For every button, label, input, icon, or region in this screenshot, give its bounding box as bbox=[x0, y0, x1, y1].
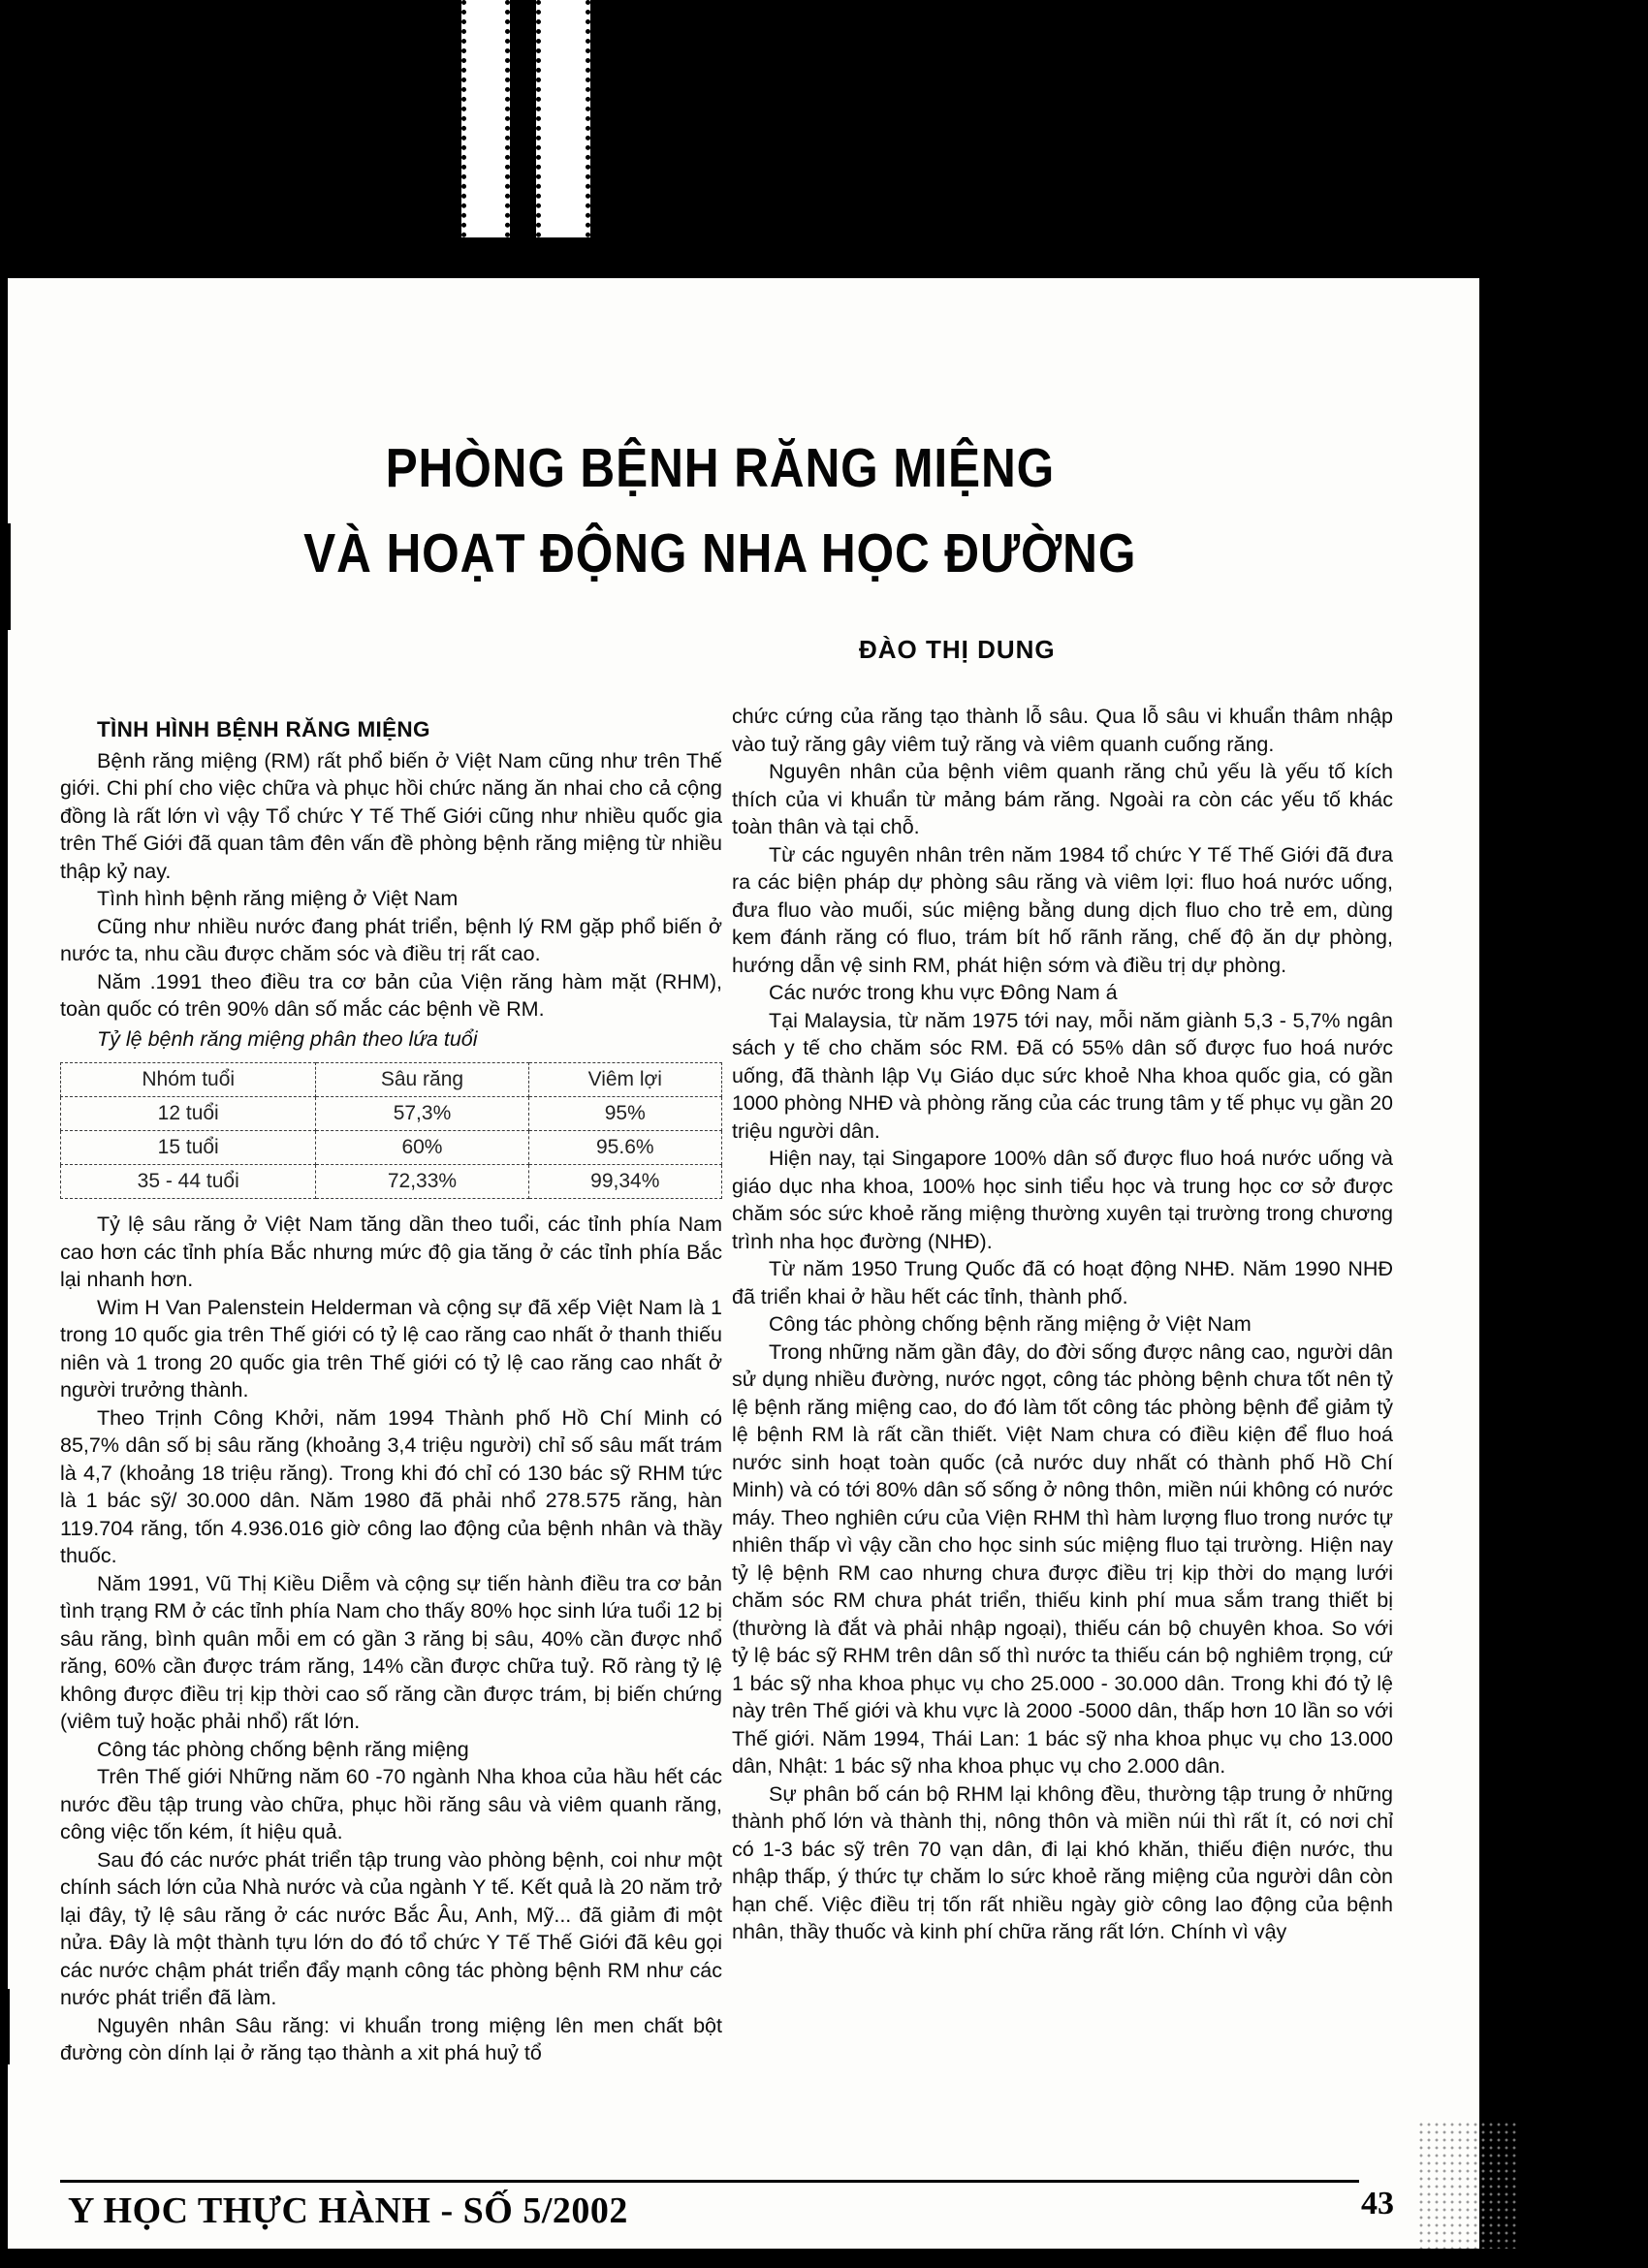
article-title bbox=[47, 425, 1394, 596]
paragraph: Năm 1991, Vũ Thị Kiều Diễm và cộng sự tiến hành điều tra cơ bản tình trạng RM ở các tỉnh phía Nam cho thấy 80% học sinh lứa tuổi 12 bị sâu răng, bình quân mỗi em có gần 3 răng bị sâu, 40% cần được nhổ răng, 60% cần được trám răng, 14% cần được chữa tuỷ. Rõ ràng tỷ lệ không được điều trị kịp thời cao số răng cần được trám, bị biến chứng (viêm tuỷ hoặc phải nhổ) rất lớn. bbox=[60, 1571, 722, 1733]
table-row bbox=[61, 1165, 722, 1199]
article-title-line1: PHÒNG BỆNH RĂNG MIỆNG bbox=[385, 437, 1056, 499]
table-row bbox=[61, 1131, 722, 1165]
paragraph: Trên Thế giới Những năm 60 -70 ngành Nha khoa của hầu hết các nước đều tập trung vào chữa, phục hồi răng sâu và viêm quanh răng, công việc tốn kém, ít hiệu quả. bbox=[60, 1765, 722, 1843]
page-number: 43 bbox=[1361, 2186, 1394, 2221]
binding-hole-strip bbox=[536, 0, 590, 237]
table-cell: 12 tuổi bbox=[61, 1097, 316, 1131]
article-page bbox=[8, 278, 1479, 2249]
left-column bbox=[60, 716, 722, 2067]
table-header-cell: Nhóm tuổi bbox=[61, 1063, 316, 1097]
paragraph: Trong những năm gần đây, do đời sống được nâng cao, người dân sử dụng nhiều đường, nước ngọt, công tác phòng bệnh chưa tốt nên tỷ lệ bệnh răng miệng cao, do đó làm tốt công tác phòng bệnh để giảm tỷ lệ bệnh RM là rất cần thiết. Việt Nam chưa có điều kiện để fluo hoá nước sinh hoạt toàn quốc (cả nước duy nhất có thành phố Hồ Chí Minh) và có tới 80% dân số sống ở nông thôn, miền núi không có nước máy. Theo nghiên cứu của Viện RHM thì hàm lượng fluo trong nước tự nhiên thấp vì vậy cần cho học sinh súc miệng fluo tại trường. Hiện nay tỷ lệ bệnh RM cao nhưng chưa được điều trị kịp thời do mạng lưới chăm sóc RM chưa phát triển, thiếu kinh phí mua sắm trang thiết bị (thường là đắt và phải nhập ngoại), thiếu cán bộ chuyên khoa. So với tỷ lệ bác sỹ RHM trên dân số thì nước ta thiếu cán bộ nghiêm trọng, cứ 1 bác sỹ nha khoa phục vụ cho 25.000 - 30.000 dân. Trong khi đó tỷ lệ này trên Thế giới và khu vực là 2000 -5000 dân, thấp hơn 10 lần so với Thế giới. Năm 1994, Thái Lan: 1 bác sỹ nha khoa phục vụ cho 13.000 dân, Nhật: 1 bác sỹ nha khoa phục vụ cho 2.000 dân. bbox=[732, 1339, 1393, 1778]
paragraph: Sự phân bố cán bộ RHM lại không đều, thường tập trung ở những thành phố lớn và thành thị, nông thôn và miền núi thì rất ít, có nơi chỉ có 1-3 bác sỹ trên 70 vạn dân, đi lại khó khăn, thiếu điện nước, thu nhập thấp, ý thức tự chăm lo sức khoẻ răng miệng của người dân còn hạn chế. Việc điều trị tốn rất nhiều ngày giờ công lao động của bệnh nhân, thầy thuốc và kinh phí chữa răng rất lớn. Chính vì vậy bbox=[732, 1781, 1393, 1943]
paragraph: Hiện nay, tại Singapore 100% dân số được fluo hoá nước uống và giáo dục nha khoa, 100% học sinh tiểu học và trung học cơ sở được chăm sóc sức khoẻ răng miệng thường xuyên tại trường trong chương trình nha học đường (NHĐ). bbox=[732, 1147, 1393, 1253]
paragraph: Cũng như nhiều nước đang phát triển, bệnh lý RM gặp phổ biến ở nước ta, nhu cầu được chăm sóc và điều trị rất cao. bbox=[60, 914, 722, 965]
paragraph: Nguyên nhân của bệnh viêm quanh răng chủ yếu là yếu tố kích thích của vi khuẩn từ mảng bám răng. Ngoài ra còn các yếu tố khác toàn thân và tại chỗ. bbox=[732, 760, 1393, 838]
scan-noise-patch bbox=[1417, 2121, 1516, 2249]
section-heading: TÌNH HÌNH BỆNH RĂNG MIỆNG bbox=[97, 717, 430, 741]
scan-artifact-mark bbox=[0, 1510, 6, 1951]
table-cell: 95% bbox=[528, 1097, 721, 1131]
scan-artifact-mark bbox=[2, 1989, 10, 2064]
scan-artifact-mark bbox=[2, 523, 11, 630]
age-prevalence-table bbox=[60, 1062, 722, 1199]
journal-footer: Y HỌC THỰC HÀNH - SỐ 5/2002 bbox=[68, 2190, 628, 2231]
table-cell: 60% bbox=[316, 1131, 528, 1165]
table-header-cell: Sâu răng bbox=[316, 1063, 528, 1097]
table-cell: 35 - 44 tuổi bbox=[61, 1165, 316, 1199]
table-row bbox=[61, 1097, 722, 1131]
scan-artifact-mark bbox=[0, 1010, 7, 1073]
paragraph: Các nước trong khu vực Đông Nam á bbox=[769, 981, 1118, 1004]
table-caption: Tỷ lệ bệnh răng miệng phân theo lứa tuổi bbox=[97, 1026, 478, 1051]
paragraph: Nguyên nhân Sâu răng: vi khuẩn trong miệng lên men chất bột đường còn dính lại ở răng tạo thành a xit phá huỷ tổ bbox=[60, 2013, 722, 2064]
paragraph: Công tác phòng chống bệnh răng miệng bbox=[97, 1737, 469, 1761]
footer-rule bbox=[60, 2180, 1359, 2183]
table-cell: 57,3% bbox=[316, 1097, 528, 1131]
left-paragraphs-top bbox=[60, 747, 722, 1024]
right-column bbox=[732, 703, 1393, 1946]
table-cell: 95.6% bbox=[528, 1131, 721, 1165]
paragraph: Bệnh răng miệng (RM) rất phổ biến ở Việt Nam cũng như trên Thế giới. Chi phí cho việc chữa và phục hồi chức năng ăn nhai cho cả cộng đồng là rất lớn vì vậy Tổ chức Y Tế Thế Giới cũng như nhiều quốc gia trên Thế Giới đã quan tâm đên vấn đề phòng bệnh răng miệng từ nhiều thập kỷ nay. bbox=[60, 748, 722, 883]
paragraph: Theo Trịnh Công Khởi, năm 1994 Thành phố Hồ Chí Minh có 85,7% dân số bị sâu răng (khoảng 3,4 triệu người) chỉ số sâu mất trám là 4,7 (khoảng 18 triệu răng). Trong khi đó chỉ có 130 bác sỹ RHM tức là 1 bác sỹ/ 30.000 dân. Năm 1980 đã phải nhổ 278.575 răng, hàn 119.704 răng, tốn 4.936.016 giờ công lao động của bệnh nhân và thầy thuốc. bbox=[60, 1405, 722, 1567]
paragraph: Tỷ lệ sâu răng ở Việt Nam tăng dần theo tuổi, các tỉnh phía Nam cao hơn các tỉnh phía Bắc nhưng mức độ gia tăng ở các tỉnh phía Bắc lại nhanh hơn. bbox=[60, 1213, 722, 1291]
paragraph: Năm .1991 theo điều tra cơ bản của Viện răng hàm mặt (RHM), toàn quốc có trên 90% dân số mắc các bệnh về RM. bbox=[60, 969, 722, 1021]
paragraph: Công tác phòng chống bệnh răng miệng ở Việt Nam bbox=[769, 1312, 1252, 1336]
paragraph: chức cứng của răng tạo thành lỗ sâu. Qua lỗ sâu vi khuẩn thâm nhập vào tuỷ răng gây viêm tuỷ răng và viêm quanh cuống răng. bbox=[732, 705, 1393, 756]
paragraph: Từ các nguyên nhân trên năm 1984 tổ chức Y Tế Thế Giới đã đưa ra các biện pháp dự phòng sâu răng và viêm lợi: fluo hoá nước uống, đưa fluo vào muối, súc miệng bằng dung dịch fluo cho trẻ em, dùng kem đánh răng có fluo, trám bít hố rãnh răng, chế độ ăn dự phòng, hướng dẫn vệ sinh RM, phát hiện sớm và điều trị dự phòng. bbox=[732, 842, 1393, 977]
paragraph: Tình hình bệnh răng miệng ở Việt Nam bbox=[97, 887, 459, 910]
article-title-line2: VÀ HOẠT ĐỘNG NHA HỌC ĐƯỜNG bbox=[303, 522, 1137, 584]
table-header-cell: Viêm lợi bbox=[528, 1063, 721, 1097]
paragraph: Tại Malaysia, từ năm 1975 tới nay, mỗi năm giành 5,3 - 5,7% ngân sách y tế cho chăm sóc RM. Đã có 55% dân số được fuo hoá nước uống, đã thành lập Vụ Giáo dục sức khoẻ Nha khoa quốc gia, có gần 1000 phòng NHĐ và phòng răng của các trung tâm y tế phục vụ gần 20 triệu người dân. bbox=[732, 1008, 1393, 1143]
paragraph: Sau đó các nước phát triển tập trung vào phòng bệnh, coi như một chính sách lớn của Nhà nước và của ngành Y tế. Kết quả là 20 năm trở lại đây, tỷ lệ sâu răng ở các nước Bắc Âu, Anh, Mỹ... đã giảm đi một nửa. Đây là một thành tựu lớn do đó tổ chức Y Tế Thế Giới đã kêu gọi các nước chậm phát triển đẩy mạnh công tác phòng bệnh RM như các nước phát triển đã làm. bbox=[60, 1847, 722, 2009]
paragraph: Từ năm 1950 Trung Quốc đã có hoạt động NHĐ. Năm 1990 NHĐ đã triển khai ở hầu hết các tỉnh, thành phố. bbox=[732, 1257, 1393, 1308]
right-paragraphs bbox=[732, 703, 1393, 1946]
author-name: ĐÀO THỊ DUNG bbox=[859, 635, 1056, 664]
left-paragraphs-bottom bbox=[60, 1211, 722, 2067]
table-cell: 99,34% bbox=[528, 1165, 721, 1199]
paragraph: Wim H Van Palenstein Helderman và cộng sự đã xếp Việt Nam là 1 trong 10 quốc gia trên Thế giới có tỷ lệ cao răng cao nhất ở thanh thiếu niên và 1 trong 20 quốc gia trên Thế giới có tỷ lệ cao răng cao nhất ở người trưởng thành. bbox=[60, 1295, 722, 1402]
binding-hole-strip bbox=[461, 0, 510, 237]
table-cell: 72,33% bbox=[316, 1165, 528, 1199]
table-cell: 15 tuổi bbox=[61, 1131, 316, 1165]
